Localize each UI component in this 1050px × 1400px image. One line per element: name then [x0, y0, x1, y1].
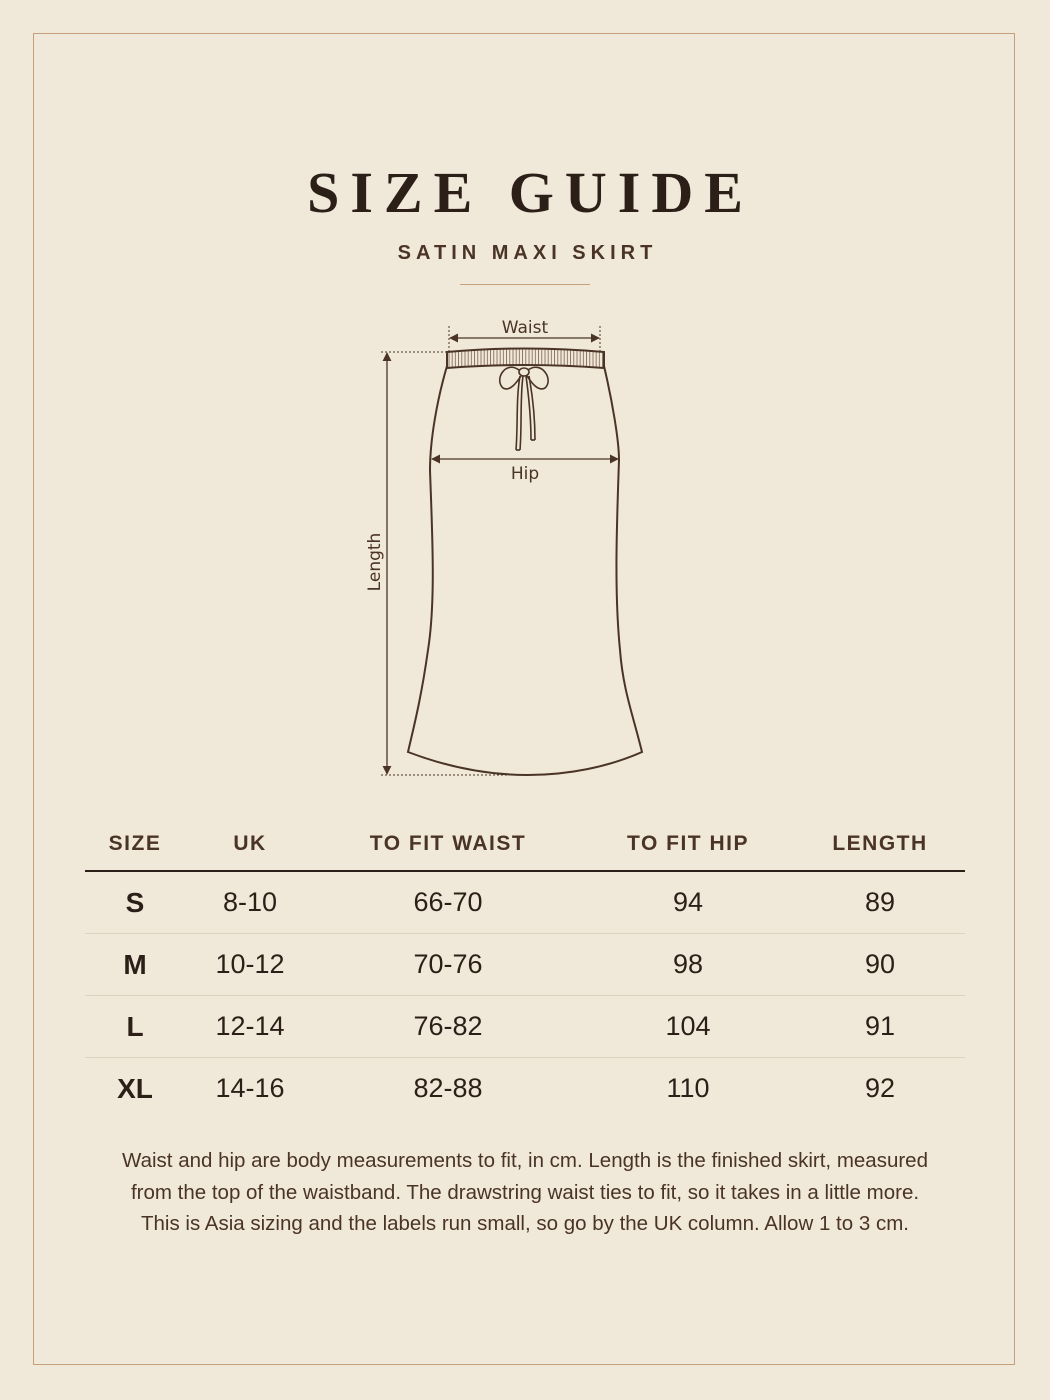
column-header-hip: TO FIT HIP — [581, 818, 795, 871]
waistband — [447, 349, 604, 369]
length-cell: 91 — [795, 996, 965, 1058]
table-row — [85, 871, 965, 934]
table-row — [85, 996, 965, 1058]
waist-cell: 66-70 — [315, 871, 581, 934]
table-row — [85, 934, 965, 996]
page-title: SIZE GUIDE — [307, 160, 754, 225]
column-header-size: SIZE — [85, 818, 185, 871]
size-cell: L — [85, 996, 185, 1058]
waist-cell: 82-88 — [413, 1073, 483, 1103]
uk-cell: 12-14 — [185, 996, 315, 1058]
waist-cell: 76-82 — [315, 996, 581, 1058]
length-cell: 92 — [864, 1073, 896, 1103]
column-header-length: LENGTH — [795, 818, 965, 871]
length-label: Length — [365, 532, 385, 592]
uk-cell: 8-10 — [185, 871, 315, 934]
hip-cell: 110 — [666, 1073, 710, 1103]
note-line: This is Asia sizing and the labels run small, so go by the UK column. Allow 1 to 3 cm. — [141, 1212, 909, 1235]
waist-cell: 70-76 — [315, 934, 581, 996]
hip-cell: 94 — [581, 871, 795, 934]
drawstring — [500, 367, 548, 450]
hip-cell: 104 — [581, 996, 795, 1058]
size-cell: M — [85, 934, 185, 996]
hip-cell: 98 — [581, 934, 795, 996]
table-header-row — [85, 818, 965, 871]
column-header-uk: UK — [185, 818, 315, 871]
fit-notes — [95, 1145, 955, 1240]
waist-label: Waist — [501, 318, 549, 338]
uk-cell: 14-16 — [215, 1073, 285, 1103]
column-header-waist: TO FIT WAIST — [315, 818, 581, 871]
hip-label: Hip — [510, 464, 540, 484]
note-line: from the top of the waistband. The drawstring waist ties to fit, so it takes in a little more. — [130, 1180, 920, 1204]
page-subtitle: SATIN MAXI SKIRT — [397, 242, 658, 264]
uk-cell: 10-12 — [185, 934, 315, 996]
size-table — [85, 818, 965, 1119]
note-line: Waist and hip are body measurements to fit, in cm. Length is the finished skirt, measured — [122, 1149, 928, 1172]
size-cell: S — [85, 871, 185, 934]
size-cell: XL — [117, 1072, 153, 1104]
length-cell: 89 — [795, 871, 965, 934]
table-row — [85, 1058, 965, 1120]
skirt-outline — [408, 366, 642, 775]
length-cell: 90 — [795, 934, 965, 996]
